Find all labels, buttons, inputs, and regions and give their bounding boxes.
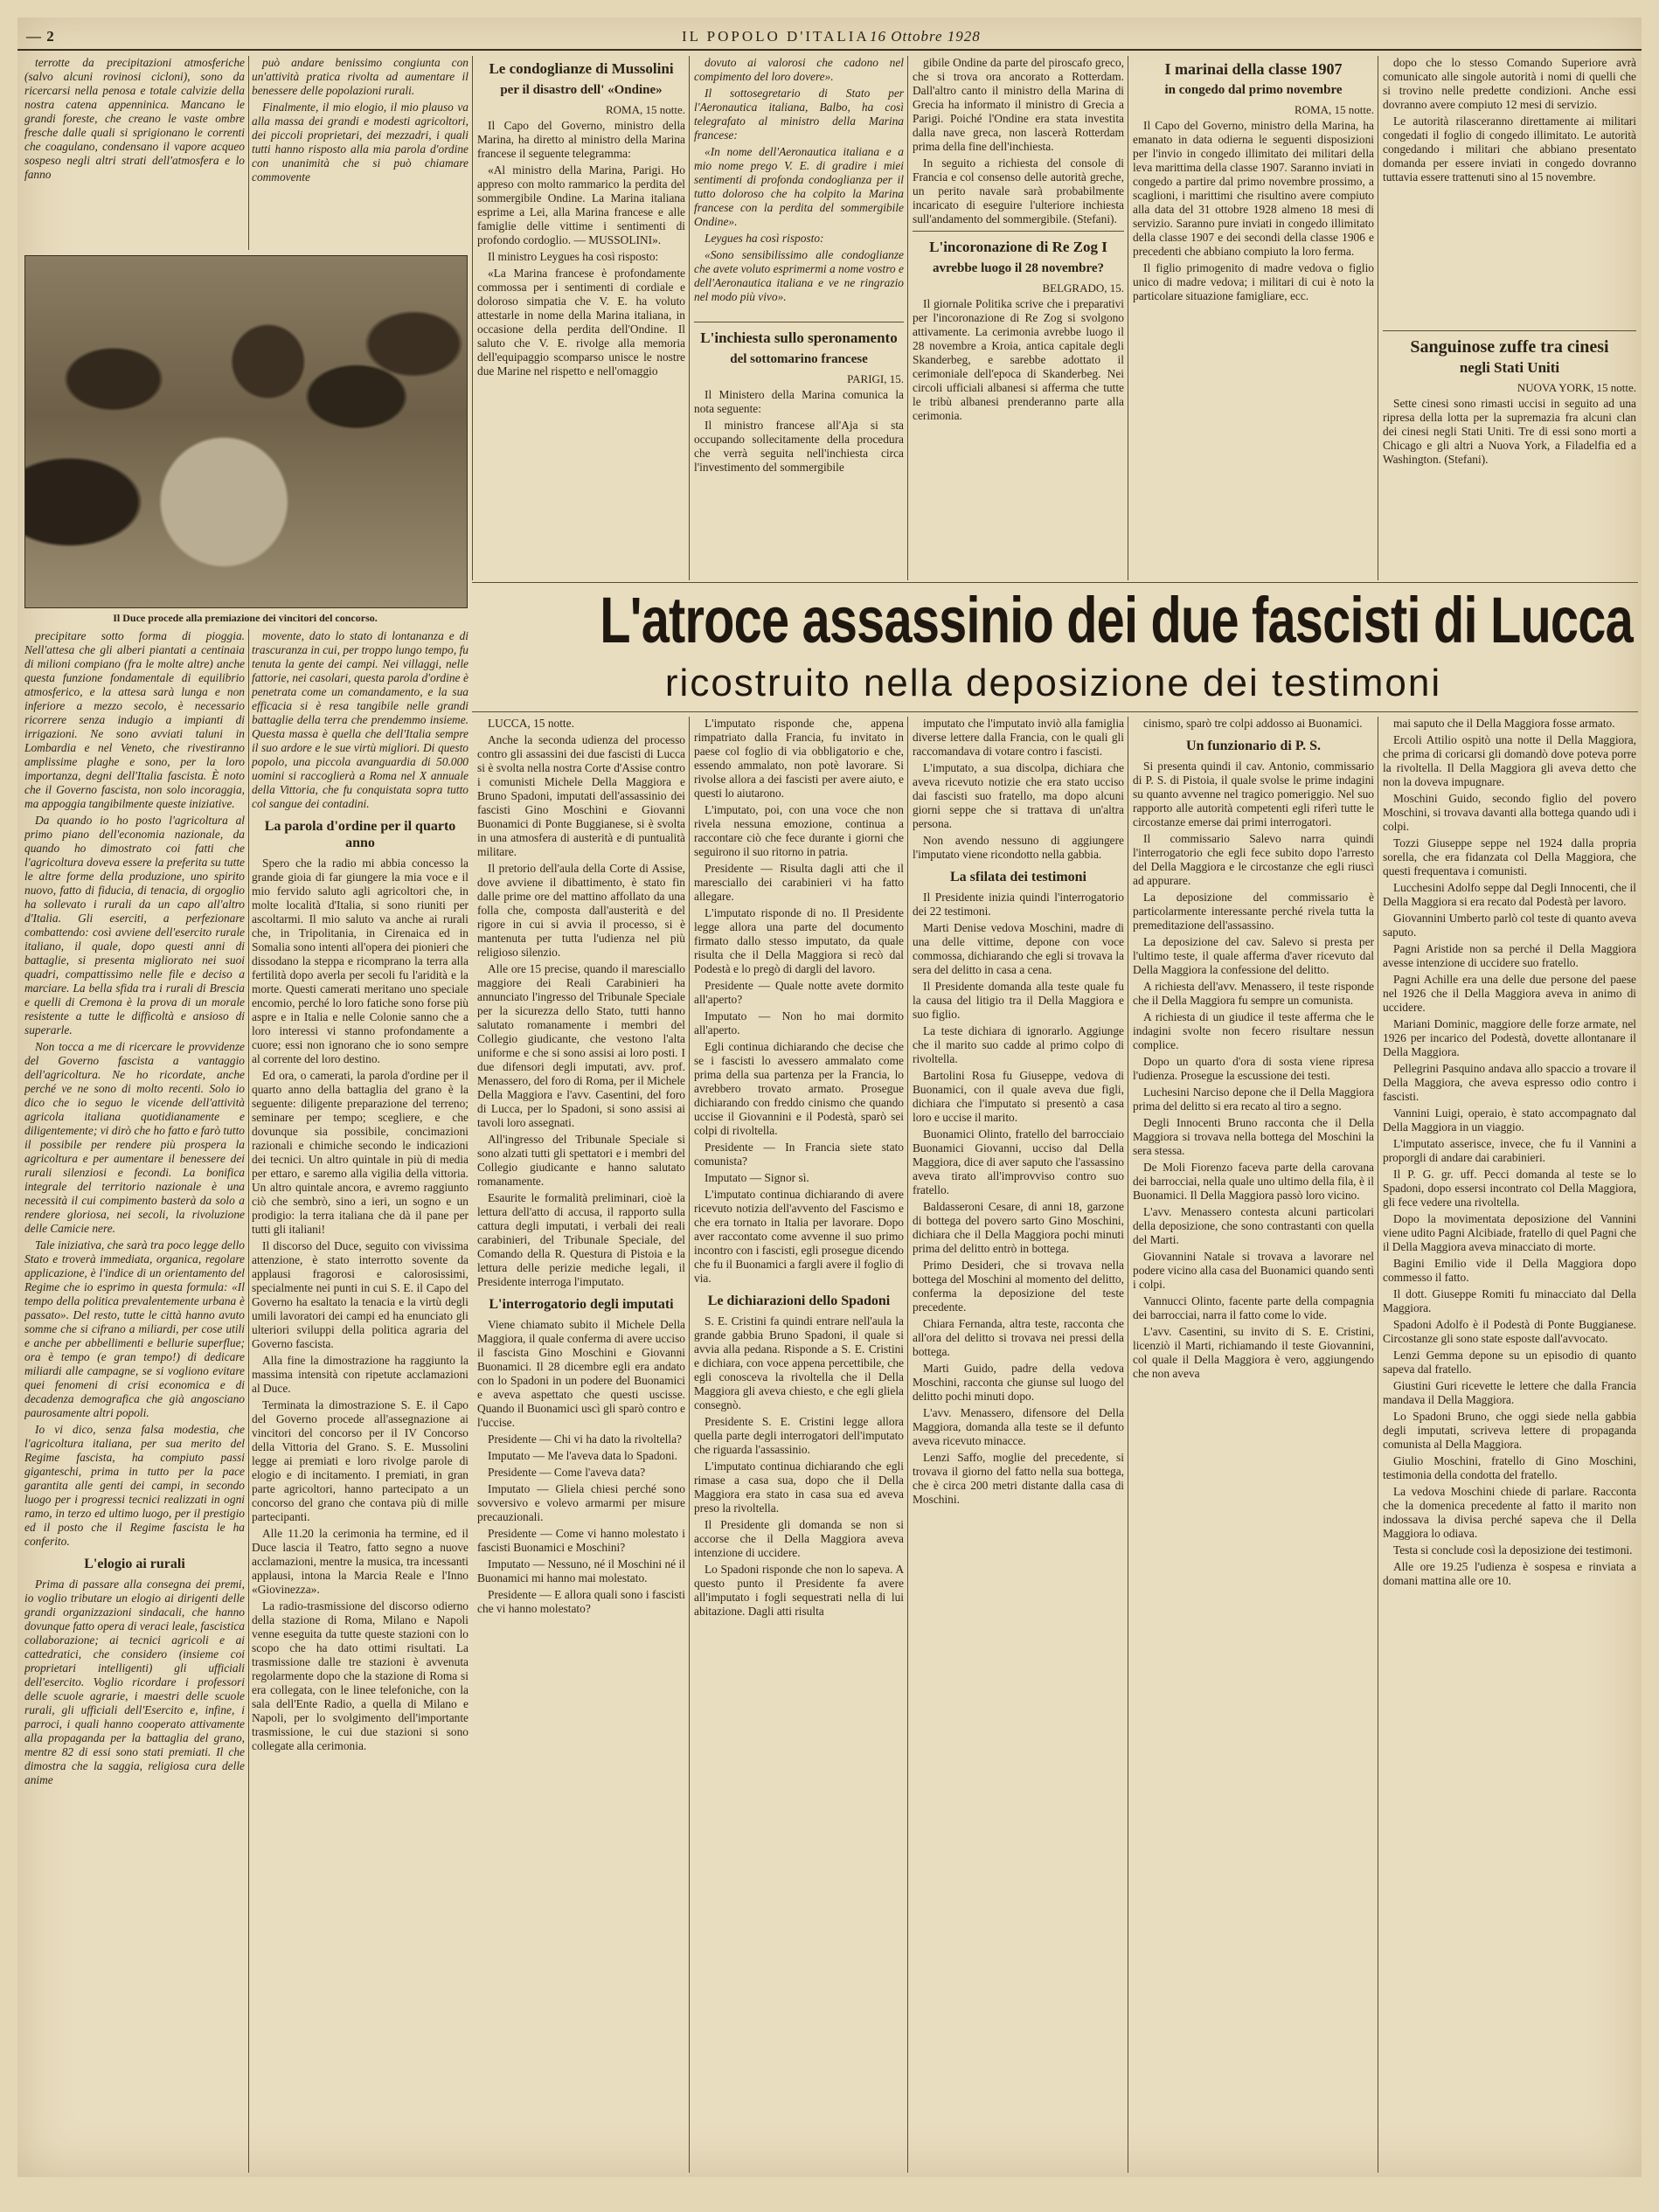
divider (913, 231, 1124, 232)
inchiesta-subhead: del sottomarino francese (730, 352, 868, 366)
inchiesta-body (694, 388, 904, 475)
marinai-dateline: ROMA, 15 notte. (1295, 103, 1374, 116)
col2-bottom (252, 629, 469, 2173)
paragraph: Terminata la dimostrazione S. E. il Capo del Governo procede all'assegnazione ai vincitori del concorso per il IV Concorso della Vittoria del Grano. S. E. Mussolini legge ai premiati e loro rivolge parole di elogio e di incitamento. I premiati, in gran parte agricoltori, hanno partecipato a un concorso del grano che contava più di mille partecipanti. (252, 1398, 469, 1523)
paragraph: Presidente — Chi vi ha dato la rivoltella? (488, 1432, 683, 1446)
funzionario-ps-heading: Un funzionario di P. S. (1185, 738, 1322, 753)
paragraph: Le autorità rilasceranno direttamente ai militari congedati il foglio di congedo illimitato. Le autorità congedando i militari che abbiano presentato domanda per essere inviati in congedo dovranno tuttavia essere trattenuti sino al 15 novembre. (1383, 114, 1636, 184)
paper-title: IL POPOLO D'ITALIA (682, 28, 870, 45)
paragraph: L'avv. Casentini, su invito di S. E. Cristini, licenziò il Marti, richiamando il teste Giovannini, col quale il Della Maggiora è vero, aggiungendo che non aveva (1133, 1325, 1374, 1380)
paragraph: Non avendo nessuno di aggiungere l'imputato viene ricondotto nella gabbia. (913, 834, 1124, 861)
paragraph: Tale iniziativa, che sarà tra poco legge dello Stato e troverà immediata, organica, regolare applicazione, è l'indice di un orientamento del Regime che io esprimo in questa formula: «Il tempo della politica prevalentemente urbana è passato». Del resto, tutte le città hanno avuto somme che si cifrano a miliardi, per cose utili e anche per abbellimenti e bellurie superflue; ora è tempo (e gran tempo!) di dedicare miliardi alle campagne, se si vogliono evitare quei fenomeni di crisi economica e di decadenza demografica che già angosciano paurosamente altri popoli. (24, 1238, 245, 1419)
paragraph: La deposizione del commissario è particolarmente interessante perché rivela tutta la premeditazione dell'assassino. (1133, 891, 1374, 932)
paragraph: A richiesta di un giudice il teste afferma che le indagini svolte non fecero risultare nessun complice. (1133, 1010, 1374, 1051)
paragraph: Primo Desideri, che si trovava nella bottega del Moschini al momento del delitto, conferma la deposizione del teste precedente. (913, 1259, 1124, 1314)
paragraph: Dopo un quarto d'ora di sosta viene ripresa l'udienza. Prosegue la escussione dei testi. (1133, 1055, 1374, 1082)
paragraph: «Sono sensibilissimo alle condoglianze che avete voluto esprimermi a nome vostro e dell'Aeronautica italiana e ve ne ringrazio nel modo più vivo». (694, 248, 904, 303)
paragraph: Viene chiamato subito il Michele Della Maggiora, il quale conferma di avere ucciso il fascista Gino Moschini e Giovanni Buonamici. Il 28 dicembre egli era andato con lo Spadoni in un podere del Buonamici e aveva aspettato che questi uscisse. Quando il Buonamici uscì gli sparò contro e l'uccise. (477, 1318, 685, 1429)
paragraph: Il Capo del Governo, ministro della Marina, ha diretto al ministro della Marina francese il seguente telegramma: (477, 119, 685, 160)
paragraph: Imputato — Gliela chiesi perché sono sovversivo e volevo armarmi per misure precauzionali. (477, 1482, 685, 1523)
main-subheadline: ricostruito nella deposizione dei testimoni (664, 662, 1442, 704)
divider (689, 56, 690, 580)
lucca-col-2-body (694, 717, 904, 1286)
paragraph: La vedova Moschini chiede di parlare. Racconta che la domenica precedente al fatto il marito non indossava la divisa perché sapeva che il Della Maggiora lo odiava. (1383, 1485, 1636, 1540)
paragraph: Imputato — Me l'aveva data lo Spadoni. (488, 1449, 677, 1462)
paragraph: Alle ore 19.25 l'udienza è sospesa e rinviata a domani mattina alle ore 10. (1383, 1560, 1636, 1587)
elogio-rurali-heading: L'elogio ai rurali (84, 1557, 185, 1571)
sanguinose-headline: Sanguinose zuffe tra cinesi (1410, 337, 1609, 357)
paragraph: La deposizione del cav. Salevo si presta per l'ultimo teste, il quale afferma d'aver ricevuto dal Della Maggiora la confessione del delitto. (1133, 935, 1374, 976)
divider (248, 56, 249, 250)
condoglianze-dateline: ROMA, 15 notte. (606, 103, 685, 116)
paragraph: Il Ministero della Marina comunica la nota seguente: (694, 388, 904, 415)
zog-body (913, 297, 1124, 423)
lucca-col-4 (1133, 717, 1374, 2173)
divider (907, 717, 908, 2173)
paragraph: Vannini Luigi, operaio, è stato accompagnato dal Della Maggiora in un viaggio. (1383, 1106, 1636, 1134)
paragraph: All'ingresso del Tribunale Speciale si sono alzati tutti gli spettatori e i membri del Collegio giudicante e hanno salutato romanamente. (477, 1133, 685, 1188)
paragraph: Baldasseroni Cesare, di anni 18, garzone di bottega del povero sarto Gino Moschini, dichiara che il Della Maggiora pochi minuti prima del delitto entrò in bottega. (913, 1200, 1124, 1255)
paragraph: può andare benissimo congiunta con un'attività pratica rivolta ad aumentare il benessere delle popolazioni rurali. (252, 56, 469, 97)
paragraph: Alle ore 15 precise, quando il maresciallo maggiore dei Reali Carabinieri ha annunciato l'ingresso del Tribunale Speciale per la sicurezza dello Stato, tutti hanno salutato romanamente i membri del Collegio giudicante, che vestono l'alta uniforme e che si sono assisi ai loro posti. I due difensori degli imputati, avv. prof. Menassero, del foro di Roma, per il Michele Della Maggiora e l'avv. Casentini, del foro di Lucca, per lo Spadoni, si sono assisi ai tavoli loro assegnati. (477, 962, 685, 1129)
paragraph: Presidente — Risulta dagli atti che il maresciallo dei carabinieri vi ha fatto allegare. (694, 862, 904, 903)
paragraph: precipitare sotto forma di pioggia. Nell'attesa che gli alberi piantati a centinaia di milioni compiano (fra le molte altre) anche questa funzione fondamentale di equilibrio atmosferico, e la attesa sarà lunga e non inferiore a mezzo secolo, è necessario ricorrere senza indugio a impianti di irrigazioni. Ne sono avviati taluni in Lombardia e nel Veneto, che rivestiranno amplissime plaghe e sono, per la loro importanza, degni dell'Italia fascista. È noto che il Governo fascista, non solo incoraggia, ma appoggia tangibilmente queste iniziative. (24, 629, 245, 810)
photo-caption: Il Duce procede alla premiazione dei vincitori del concorso. (113, 612, 378, 624)
paragraph: Giovannini Umberto parlò col teste di quanto aveva saputo. (1383, 912, 1636, 939)
divider (472, 582, 1638, 583)
paragraph: L'imputato asserisce, invece, che fu il Vannini a proporgli di andare dai carabinieri. (1383, 1137, 1636, 1164)
paragraph: mai saputo che il Della Maggiora fosse armato. (1393, 717, 1615, 730)
paragraph: Ed ora, o camerati, la parola d'ordine per il quarto anno della battaglia del grano è la seguente: diligente preparazione del terreno; seminare per tempo; scegliere, e che dovunque sia possibile, concimazioni razionali e chimiche secondo le indicazioni dei tecnici. Un altro quintale in più di media per ettaro, e saremo alla vigilia della vittoria. Un altro quintale ancora, e avremo raggiunto ciò che sembrò, sino a ieri, un sogno e un prodigio: la terra italiana che dà il pane per tutti gli italiani! (252, 1069, 469, 1236)
divider (907, 56, 908, 580)
paragraph: Esaurite le formalità preliminari, cioè la lettura dell'atto di accusa, il rapporto sulla cattura degli imputati, i verbali dei reali carabinieri, del Tribunale Speciale, del Comando della R. Questura di Pistoia e la lettura delle perizie mediche legali, il Presidente interroga l'imputato. (477, 1191, 685, 1288)
paragraph: Il ministro francese all'Aja si sta occupando sollecitamente della procedura che verrà seguita nell'inchiesta circa l'investimento del sommergibile (694, 419, 904, 474)
paragraph: Il P. G. gr. uff. Pecci domanda al teste se lo Spadoni, dopo essersi incontrato col Della Maggiora, gli fece vedere una rivoltella. (1383, 1168, 1636, 1209)
paragraph: imputato che l'imputato inviò alla famiglia diverse lettere dalla Francia, con le quali gli raccomandava di votare contro i fascisti. (913, 717, 1124, 758)
paragraph: Presidente — Come vi hanno molestato i fascisti Buonamici e Moschini? (477, 1527, 685, 1554)
col2-bottom-body (252, 629, 469, 811)
dichiarazioni-spadoni-body (694, 1314, 904, 1619)
paragraph: Spadoni Adolfo è il Podestà di Ponte Buggianese. Circostanze gli sono state esposte dall'avvocato. (1383, 1318, 1636, 1345)
sfilata-testimoni-body (913, 891, 1124, 1507)
paragraph: Il sottosegretario di Stato per l'Aeronautica italiana, Balbo, ha così telegrafato al ministro della Marina francese: (694, 87, 904, 142)
condoglianze-headline: Le condoglianze di Mussolini (489, 60, 674, 77)
article-inchiesta (694, 325, 904, 580)
paragraph: Mariani Dominic, maggiore delle forze armate, nel 1926 per incarico del Podestà, dovette allontanare il Della Maggiora. (1383, 1017, 1636, 1058)
divider (248, 629, 249, 2173)
article-condoglianze (477, 56, 685, 580)
lucca-col-3-body (913, 717, 1124, 862)
condoglianze-body (477, 119, 685, 378)
paragraph: «La Marina francese è profondamente commossa per i sentimenti di cordiale e doloroso simpatia che V. E. ha voluto attestarle in nome della Marina italiana, in occasione della perdita dell'Ondine. Il saluto che V. E. rivolge alla memoria dell'equipaggio scomparso unisce le nostre due Marine nel rispetto e nell'omaggio (477, 267, 685, 378)
paragraph: Imputato — Nessuno, né il Moschini né il Buonamici mi hanno mai molestato. (477, 1557, 685, 1584)
inchiesta-headline: L'inchiesta sullo speronamento (700, 329, 898, 346)
article-condoglianze-cont (694, 56, 904, 318)
paragraph: Il ministro Leygues ha così risposto: (488, 250, 659, 263)
paragraph: «Al ministro della Marina, Parigi. Ho appreso con molto rammarico la perdita del sommergibile Ondine. La Marina italiana esprime a Lei, alla Marina francese e alle famiglie delle vittime i sentimenti di profondo cordoglio. — MUSSOLINI». (477, 163, 685, 246)
marinai-subhead: in congedo dal primo novembre (1164, 83, 1343, 97)
paragraph: Bagini Emilio vide il Della Maggiora dopo commesso il fatto. (1383, 1257, 1636, 1284)
col1-top (24, 56, 245, 250)
lucca-col-4-body (1133, 717, 1374, 731)
interrogatorio-heading: L'interrogatorio degli imputati (489, 1297, 674, 1312)
photo-premiazione (24, 255, 468, 608)
paragraph: Marti Denise vedova Moschini, madre di una delle vittime, depone con voce commossa, dichiarando che egli si trovava la sera del delitto in casa a cena. (913, 921, 1124, 976)
paragraph: gibile Ondine da parte del piroscafo greco, che si trova ora ancorato a Rotterdam. Dall'altro canto il ministro della Marina di Grecia ha informato il ministro di Grecia a Parigi. Poiché l'Ondine era stata investita dalla nave greca, non lascerà Rotterdam prima della fine dell'inchiesta. (913, 56, 1124, 153)
paragraph: L'imputato risponde di no. Il Presidente legge allora una parte del documento firmato dallo stesso imputato, da quale risulta che il Della Maggiora si recò dal Podestà e lo pregò di dargli del lavoro. (694, 906, 904, 975)
paragraph: cinismo, sparò tre colpi addosso ai Buonamici. (1143, 717, 1363, 730)
paragraph: Marti Guido, padre della vedova Moschini, racconta che giunse sul luogo del delitto pochi minuti dopo. (913, 1362, 1124, 1403)
paragraph: Imputato — Non ho mai dormito all'aperto. (694, 1009, 904, 1037)
elogio-rurali-body (24, 1578, 245, 1787)
paragraph: Moschini Guido, secondo figlio del povero Moschini, si trovava davanti alla bottega quando udì i colpi. (1383, 792, 1636, 833)
paragraph: Sette cinesi sono rimasti uccisi in seguito ad una ripresa della lotta per la supremazia fra alcuni clan dei cinesi negli Stati Uniti. Tre di essi sono morti a Chicago e gli altri a Nuova York, a Filadelfia ed a Washington. (Stefani). (1383, 397, 1636, 466)
paper-date: 16 Ottobre 1928 (870, 28, 981, 45)
paragraph: Giulio Moschini, fratello di Gino Moschini, testimonia della condotta del fratello. (1383, 1454, 1636, 1481)
paragraph: Presidente — Come l'aveva data? (488, 1466, 646, 1479)
paragraph: S. E. Cristini fa quindi entrare nell'aula la grande gabbia Bruno Spadoni, il quale si avvia alla pedana. Risponde a S. E. Cristini e dichiara, con voce appena percettibile, che egli conosceva la rivoltella che il Della Maggiora gli aveva chiesto, e che egli gliela consegnò. (694, 1314, 904, 1411)
paragraph: Il Presidente domanda alla teste quale fu la causa del litigio tra il Della Maggiora e suo figlio. (913, 980, 1124, 1021)
divider (689, 717, 690, 2173)
divider (1383, 330, 1636, 331)
paragraph: Buonamici Olinto, fratello del barrocciaio Buonamici Giovanni, ucciso dal Della Maggiora, dice di aver saputo che l'assassino aveva tirato all'improvviso contro suo fratello. (913, 1127, 1124, 1196)
paragraph: Giovannini Natale si trovava a lavorare nel podere vicino alla casa del Buonamici quando sentì i colpi. (1133, 1250, 1374, 1291)
zog-headline: L'incoronazione di Re Zog I (929, 239, 1107, 255)
paragraph: Imputato — Signor sì. (705, 1171, 809, 1184)
paragraph: movente, dato lo stato di lontananza e di trascuranza in cui, per troppo lungo tempo, fu tenuta la gente dei campi. Nei villaggi, nelle fattorie, nei casolari, questa parola d'ordine è penetrata come un comandamento, e la sua efficacia si è resa tangibile nelle grandi battaglie della terra che prendemmo insieme. Questa massa è quella che dell'Italia sempre il suo ardore e le sue virtù migliori. Di questo popolo, una piccola avanguardia di 50.000 uomini si raccoglierà a Roma nel X annuale della Vittoria, che fu conquistata sopra tutto col sangue dei contadini. (252, 629, 469, 810)
paragraph: Il figlio primogenito di madre vedova o figlio unico di madre vedova; i militari di cui è noto la particolare situazione famigliare, ecc. (1133, 261, 1374, 302)
paragraph: Lo Spadoni Bruno, che oggi siede nella gabbia degli imputati, scriveva lettere di propaganda comunista al Della Maggiora. (1383, 1410, 1636, 1451)
paragraph: Presidente — E allora quali sono i fascisti che vi hanno molestato? (477, 1588, 685, 1615)
paragraph: Bartolini Rosa fu Giuseppe, vedova di Buonamici, con il quale aveva due figli, dichiara che l'imputato si presentò a casa loro e uccise il marito. (913, 1069, 1124, 1124)
paragraph: Finalmente, il mio elogio, il mio plauso va alla massa dei grandi e modesti agricoltori, dei piccoli proprietari, dei mezzadri, i quali tutti hanno risposto alla mia parola d'ordine con unanimità che si può chiamare commovente (252, 101, 469, 184)
condoglianze-subhead: per il disastro dell' «Ondine» (500, 83, 663, 97)
paragraph: Pellegrini Pasquino andava allo spaccio a trovare il Della Maggiora, che aveva espresso odio contro i fascisti. (1383, 1062, 1636, 1103)
paragraph: L'avv. Menassero, difensore del Della Maggiora, domanda alla teste se il defunto aveva ricevuto minacce. (913, 1406, 1124, 1447)
paragraph: Spero che la radio mi abbia concesso la grande gioia di far giungere la mia voce e il mio fervido saluto agli agricoltori che, in molte località d'Italia, si sono riuniti per ascoltarmi. Il mio saluto va anche ai rurali che, in Tripolitania, in Cirenaica ed in Somalia sono intenti all'opera dei pionieri che dissodano la steppa e ricomprano la terra alla fertilità dopo averla per secoli fu l'aridità e la morte. Questi camerati meritano uno speciale encomio, perché lo loro fatiche sono forse più aspre e in Italia e nelle Colonie sanno che a loro interessi vi stanno profondamente a cuore; essi non ignorano che io sono sempre al corrente del loro destino. (252, 856, 469, 1065)
paragraph: Degli Innocenti Bruno racconta che il Della Maggiora si trovava nella bottega del Moschini la sera stessa. (1133, 1116, 1374, 1157)
paragraph: Presidente S. E. Cristini legge allora quella parte degli interrogatori dell'imputato che riguarda l'assassinio. (694, 1415, 904, 1456)
paragraph: Giustini Guri ricevette le lettere che dalla Francia mandava il Della Maggiora. (1383, 1379, 1636, 1406)
paragraph: Prima di passare alla consegna dei premi, io voglio tributare un elogio ai dirigenti delle grandi organizzazioni sindacali, che hanno dovunque fatto opera di veraci leale, fascistica collaborazione; ai tecnici agricoli e ai cattedratici, che considero (insieme coi proprietari intelligenti) gli ufficiali dell'esercito. Voglio ricordare i professori delle scuole agrarie, i maestri delle scuole rurali, gli ufficiali dell'Esercito e, infine, i parroci, i quali hanno cooperato attivamente alla propaganda per la battaglia del grano, mentre 82 di essi sono stati premiati. Il che dimostra che la saggia, religiosa cura delle anime (24, 1578, 245, 1786)
divider (472, 56, 473, 580)
paragraph: Alle 11.20 la cerimonia ha termine, ed il Duce lascia il Teatro, fatto segno a nuove acclamazioni, mentre la musica, tra incessanti applausi, intona la Marcia Reale e l'Inno «Giovinezza». (252, 1527, 469, 1596)
paragraph: Non tocca a me di ricercare le provvidenze del Governo fascista a vantaggio dell'agricoltura. Ne ho ricordate, anche perché ve ne sono di molto recenti. Solo io dico che io seguo le vicende dell'attività agricola italiana quotidianamente e diligentemente; vi dirò che ho fatto e farò tutto il possibile per rendere più prospera la agricoltura e per aumentare il benessere dei rurali silenziosi e fecondi. La bonifica integrale del territorio nazionale è una necessità il cui compimento basterà da solo a rendere gloriosa, nei secoli, la rivoluzione delle Camicie nere. (24, 1040, 245, 1235)
col1-bottom (24, 629, 245, 2173)
paragraph: Il giornale Politika scrive che i preparativi per l'incoronazione di Re Zog si svolgono attivamente. La cerimonia avrebbe luogo il 28 novembre a Kroia, antica capitale degli Skanderbeg, e sarebbe adottato il cerimoniale dell'epoca di Skanderbeg. Nei circoli ufficiali albanesi si afferma che tutte le tribù albanesi prenderanno parte alla cerimonia. (913, 297, 1124, 422)
paragraph: Alla fine la dimostrazione ha raggiunto la massima intensità con ripetute acclamazioni al Duce. (252, 1354, 469, 1395)
paragraph: Testa si conclude così la deposizione dei testimoni. (1393, 1543, 1633, 1557)
paragraph: «In nome dell'Aeronautica italiana e a mio nome prego V. E. di gradire i miei sentimenti di profonda condoglianza per il tutto doloroso che ha colpito la Marina francese con la perdita del sommergibile Ondine». (694, 145, 904, 228)
paragraph: Chiara Fernanda, altra teste, racconta che all'ora del delitto si trovava nei pressi della bottega. (913, 1317, 1124, 1358)
lucca-col-2 (694, 717, 904, 2173)
paragraph: Pagni Aristide non sa perché il Della Maggiora avesse intenzione di uccidere suo fratello. (1383, 942, 1636, 969)
lucca-col-1-body (477, 717, 685, 1289)
lucca-col-5 (1383, 717, 1636, 2173)
paragraph: Luchesini Narciso depone che il Della Maggiora prima del delitto si era recato al tiro a segno. (1133, 1085, 1374, 1113)
paragraph: L'imputato, a sua discolpa, dichiara che aveva ricevuto notizie che era stato ucciso dai fascisti suo fratello, ma dopo alcuni giorni seppe che si trattava di un'altra persona. (913, 761, 1124, 830)
article-col7-top (1383, 56, 1636, 327)
marinai-body (1133, 119, 1374, 303)
paragraph: LUCCA, 15 notte. (488, 717, 574, 730)
paragraph: De Moli Fiorenzo faceva parte della carovana dei barrocciai, nella quale uno ultimo della fila, è il Buonamici. Il Della Maggiora passò loro vicino. (1133, 1161, 1374, 1202)
paragraph: dopo che lo stesso Comando Superiore avrà comunicato alle singole autorità i nomi di quelli che si trovino nelle predette condizioni. Anche essi dovranno avere compiuto 12 mesi di servizio. (1383, 56, 1636, 111)
article-sanguinose (1383, 334, 1636, 580)
paragraph: Pagni Achille era una delle due persone del paese nel 1926 che il Della Maggiora aveva in animo di uccidere. (1383, 973, 1636, 1014)
paragraph: Vannucci Olinto, facente parte della compagnia dei barrocciai, narra il fatto come lo vide. (1133, 1294, 1374, 1321)
sanguinose-body (1383, 397, 1636, 467)
lucca-col-3 (913, 717, 1124, 2173)
dichiarazioni-spadoni-heading: Le dichiarazioni dello Spadoni (707, 1293, 891, 1308)
funzionario-ps-body (1133, 759, 1374, 1381)
paragraph: Anche la seconda udienza del processo contro gli assassini dei due fascisti di Lucca si è svolta nella nostra Corte d'Assise contro i comunisti Michele Della Maggiora e Bruno Spadoni, imputati dell'assassinio dei fascisti Gino Moschini e Giovanni Buonamici di Ponte Buggianese, si è svolta in una atmosfera di austerità e di puntualità militare. (477, 733, 685, 858)
paragraph: L'imputato risponde che, appena rimpatriato dalla Francia, fu invitato in paese col foglio di via obbligatorio e che, essendo ammalato, non potè lavorare. Si rivolse allora a dei fascisti per avere aiuto, e questi lo aiutarono. (694, 717, 904, 800)
paragraph: A richiesta dell'avv. Menassero, il teste risponde che il Della Maggiora fu sempre un comunista. (1133, 980, 1374, 1007)
masthead-rule (17, 49, 1642, 51)
paragraph: Lucchesini Adolfo seppe dal Degli Innocenti, che il Della Maggiora si era recato dal Podestà per lavoro. (1383, 881, 1636, 908)
parola-ordine-body (252, 856, 469, 1753)
paragraph: Il Capo del Governo, ministro della Marina, ha emanato in data odierna le seguenti disposizioni per l'invio in congedo illimitato dei militari della leva marittima della classe 1907. Saranno inviati in congedo a partire dal primo novembre prossimo, a scaglioni, i marittimi che risultino avere compiuto alla data del 31 ottobre 1928 almeno 18 mesi di servizio. Saranno pure inviati in congedo illimitato della classe 1907 e dei secondi della classe 1906 e precedenti che abbiano compiuto la loro ferma. (1133, 119, 1374, 258)
paragraph: Il discorso del Duce, seguito con vivissima attenzione, è stato interrotto sovente da applausi fragorosi e calorosissimi, specialmente nei punti in cui S. E. il Capo del Governo ha esaltato la tenacia e la virtù degli umili lavoratori dei campi ed ha enunciato gli ulteriori sviluppi della politica agraria del Governo fascista. (252, 1239, 469, 1350)
paragraph: Da quando io ho posto l'agricoltura al primo piano dell'economia nazionale, da quando ho dimostrato coi fatti che l'agricoltura doveva essere la preferita su tutte le altre forme della produzione, uno spirito nuovo, fatto di fiducia, di tenacia, di orgoglio ha sollevato i rurali da un capo all'altro d'Italia. Gli eserciti, a perfezionare combattendo: così avviene dell'esercito rurale italiano, il quale, dopo questi anni di battaglie, si presenta migliorato nei suoi quadri, compattissimo nelle file e deciso a marciare. La bella sfida tra i rurali di Brescia e quelli di Cremona è la prova di un morale resistente a tutte le difficoltà e ansioso di superarle. (24, 814, 245, 1037)
paragraph: Il commissario Salevo narra quindi l'interrogatorio che egli fece subito dopo l'arresto del Della Maggiora e le circostanze che egli riuscì ad appurare. (1133, 832, 1374, 887)
paragraph: dovuto ai valorosi che cadono nel compimento del loro dovere». (694, 56, 904, 83)
zog-subhead: avrebbe luogo il 28 novembre? (932, 261, 1105, 275)
paragraph: Tozzi Giuseppe seppe nel 1924 dalla propria sorella, che era fidanzata col Della Maggiora, che questi frequentava i comunisti. (1383, 836, 1636, 877)
interrogatorio-body (477, 1318, 685, 1616)
paragraph: Ercoli Attilio ospitò una notte il Della Maggiora, che prima di coricarsi gli domandò dove poteva porre la rivoltella. Il Della Maggiora gli aveva detto che non la doveva impugnare. (1383, 733, 1636, 788)
newspaper-page (17, 17, 1642, 2177)
masthead (17, 21, 1642, 51)
paragraph: Il Presidente gli domanda se non si accorse che il Della Maggiora aveva intenzione di uccidere. (694, 1518, 904, 1559)
sanguinose-subhead: negli Stati Uniti (1459, 359, 1560, 376)
paragraph: Lo Spadoni risponde che non lo sapeva. A questo punto il Presidente fa avere all'imputato i fogli sequestrati nella di lui abitazione. Dagli atti risulta (694, 1563, 904, 1618)
paragraph: Egli continua dichiarando che decise che se i fascisti lo avessero ammalato come prima della sua partenza per la Francia, lo avrebbero trovato armato. Prosegue dichiarando con freddo cinismo che quando uccise il Giovannini e il Podestà, sparò sei colpi di rivoltella. (694, 1040, 904, 1137)
paragraph: L'imputato continua dichiarando di avere ricevuto notizia dell'avvento del Fascismo e che era tornato in Italia per lavorare. Dopo aver raccontato come avvenne il suo primo incontro con i fascisti, egli prosegue dicendo che fu il Buonamici a fargli avere il foglio di via. (694, 1188, 904, 1285)
paragraph: Io vi dico, senza falsa modestia, che l'agricoltura italiana, per sua merito del Regime fascista, ha compiuto passi giganteschi, prima in tutto per la pace garantita alle genti dei campi, in secondo luogo per i progressi tecnici realizzati in ogni ramo, in terzo ed ultimo luogo, per il prestigio ed il posto che il Regime fascista le ha conferito. (24, 1423, 245, 1548)
parola-ordine-heading: La parola d'ordine per il quarto anno (264, 819, 456, 850)
page-marker: — 2 (26, 28, 55, 45)
paragraph: Presidente — Quale notte avete dormito all'aperto? (694, 979, 904, 1006)
article-marinai (1133, 56, 1374, 580)
paragraph: Leygues ha così risposto: (705, 232, 824, 245)
paragraph: Il Presidente inizia quindi l'interrogatorio dei 22 testimoni. (913, 891, 1124, 918)
paragraph: Il dott. Giuseppe Romiti fu minacciato dal Della Maggiora. (1383, 1287, 1636, 1314)
paragraph: Il pretorio dell'aula della Corte di Assise, dove avviene il dibattimento, è stato fin dalle prime ore del mattino affollato da una folla che, composta dall'austerità e del rigore in cui si avvia il processo, si è mantenuta per tutta l'udienza nel più religioso silenzio. (477, 862, 685, 959)
paragraph: Dopo la movimentata deposizione del Vannini viene udito Pagni Alcibiade, fratello di quel Pagni che il Della Maggiora aveva minacciato di morte. (1383, 1212, 1636, 1253)
marinai-headline: I marinai della classe 1907 (1164, 60, 1343, 78)
main-headline: L'atroce assassinio dei due fascisti di Lucca (600, 584, 1633, 656)
paragraph: In seguito a richiesta del console di Francia e col consenso delle autorità greche, un perito navale sarà probabilmente incaricato di eseguire l'ulteriore inchiesta sull'andamento del sommergibile. (Stefani). (913, 156, 1124, 225)
paragraph: L'avv. Menassero contesta alcuni particolari della deposizione, che sono contrastanti con quella del Marti. (1133, 1205, 1374, 1246)
paragraph: La radio-trasmissione del discorso odierno della stazione di Roma, Milano e Napoli venne eseguita da tutte queste stazioni con lo scopo che ha dato ottimi risultati. La trasmissione dalle tre stazioni è avvenuta regolarmente dopo che la stazione di Roma si era collegata, con le linee telefoniche, con la sala dell'Ente Radio, a quella di Milano e Napoli, per lo svolgimento dell'importante trasmissione, le cui due stazioni si sono collegate alla cerimonia. (252, 1599, 469, 1752)
paragraph: terrotte da precipitazioni atmosferiche (salvo alcuni rovinosi cicloni), sono da ricercarsi nella penosa e totale calvizie della nostra catena appenninica. Mancano le grandi foreste, che creano le vaste ombre fresche dalle quali si sprigionano le correnti che coagulano, condensano il vapore acqueo sospeso negli altri strati dell'atmosfera e lo fanno (24, 56, 245, 181)
paragraph: L'imputato, poi, con una voce che non rivela nessuna emozione, continua a raccontare ciò che fece durante i giorni che seguirono il suo ritorno in patria. (694, 803, 904, 858)
paragraph: Si presenta quindi il cav. Antonio, commissario di P. S. di Pistoia, il quale svolse le prime indagini su quanto avvenne nel tragico pomeriggio. Nel suo rapporto alle autorità competenti egli riferì tutte le circostanze emerse dai primi interrogatori. (1133, 759, 1374, 829)
sanguinose-dateline: NUOVA YORK, 15 notte. (1517, 381, 1636, 394)
zog-dateline: BELGRADO, 15. (1042, 281, 1124, 295)
lucca-col-1 (477, 717, 685, 2173)
article-col5-top (913, 56, 1124, 227)
paragraph: Lenzi Saffo, moglie del precedente, si trovava il giorno del fatto nella sua bottega, che è circa 200 metri distante dalla casa di Moschini. (913, 1451, 1124, 1506)
col2-top (252, 56, 469, 250)
paragraph: La teste dichiara di ignorarlo. Aggiunge che il marito suo cadde al primo colpo di rivoltella. (913, 1024, 1124, 1065)
inchiesta-dateline: PARIGI, 15. (847, 372, 904, 385)
paragraph: Lenzi Gemma depone su un episodio di quanto sapeva dal fratello. (1383, 1349, 1636, 1376)
article-zog (913, 234, 1124, 580)
paragraph: L'imputato continua dichiarando che egli rimase a casa sua, dopo che il Della Maggiora era stato in casa sua ed aveva preso la rivoltella. (694, 1460, 904, 1515)
sfilata-testimoni-heading: La sfilata dei testimoni (950, 870, 1086, 884)
paragraph: Presidente — In Francia siete stato comunista? (694, 1141, 904, 1168)
col1-bottom-body (24, 629, 245, 1549)
divider (472, 711, 1638, 712)
